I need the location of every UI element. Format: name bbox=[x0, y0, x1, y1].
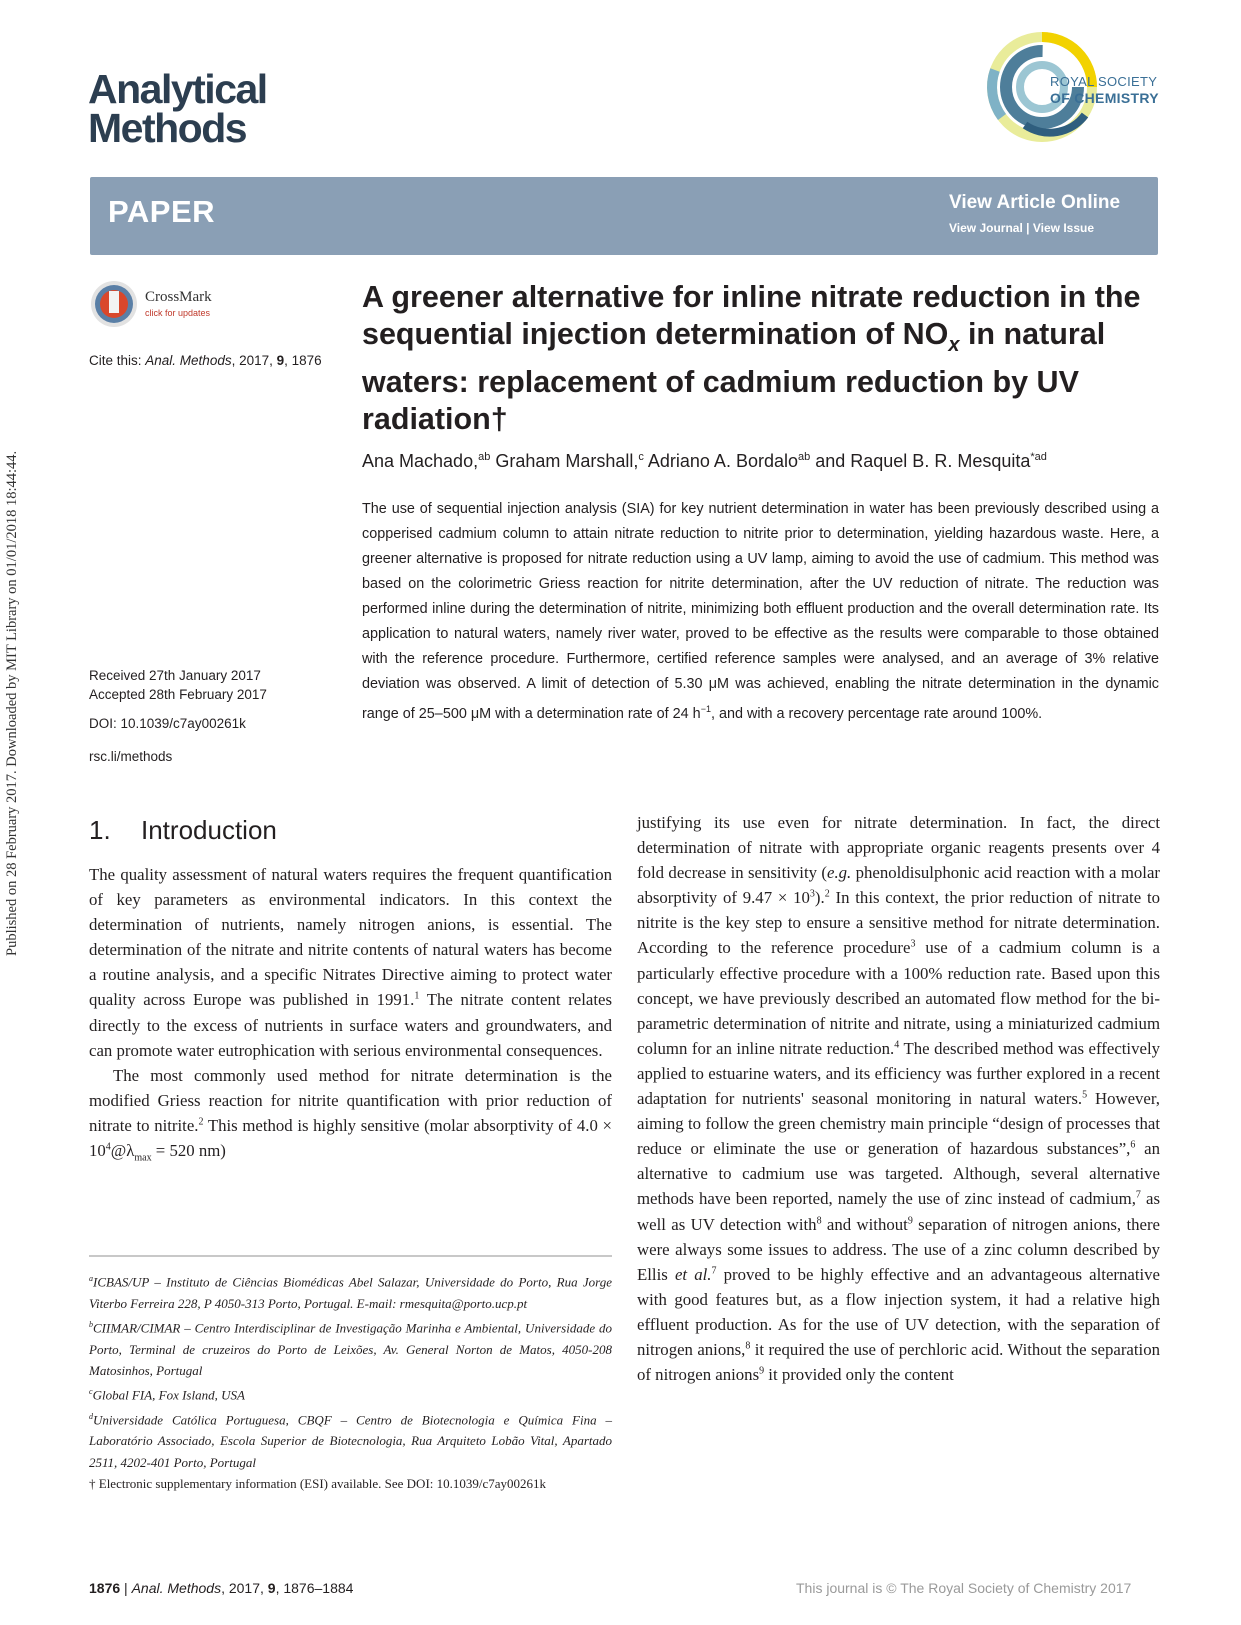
paragraph-text: an alternative to cadmium use was targeted. Although, several alternative methods have been reported, namely the use of zinc instead of cadmium, bbox=[637, 1139, 1160, 1209]
section-heading bbox=[89, 815, 277, 846]
reference-mark[interactable]: 7 bbox=[1135, 1189, 1141, 1201]
author-affiliation: *ad bbox=[1030, 451, 1047, 463]
abstract-text-end: , and with a recovery percentage rate around 100%. bbox=[710, 705, 1043, 722]
footnote-text: Universidade Católica Portuguesa, CBQF – Centro de Biotecnologia e Química Fina – Laboratório Associado, Escola Superior de Biotecnologia, Rua Arquiteto Lobão Vital, Apartado 2511, 4202-401 Porto, Portugal bbox=[89, 1412, 612, 1470]
paragraph-text: it required the use of perchloric acid. Without the separation of nitrogen anions bbox=[637, 1339, 1160, 1385]
paragraph-text: This method is highly sensitive (molar absorptivity of 4.0 × 10 bbox=[89, 1115, 612, 1161]
article-title bbox=[362, 279, 1162, 438]
exponent: 4 bbox=[105, 1141, 111, 1153]
citation bbox=[89, 353, 322, 368]
paragraph-text: use of a cadmium column is a particularly effective procedure with a 100% reduction rate. Based upon this concept, we have previously described an automated flow method for the bi-parametric determination of nitrite and nitrate, using a miniaturized cadmium column for an inline nitrate reduction. bbox=[637, 938, 1160, 1058]
reference-mark[interactable]: 8 bbox=[745, 1340, 751, 1352]
author-list bbox=[362, 451, 1047, 472]
cite-year: , 2017, bbox=[231, 353, 277, 368]
footnote-mark: b bbox=[89, 1319, 93, 1329]
footnote-text: Global FIA, Fox Island, USA bbox=[92, 1387, 245, 1403]
reference-mark[interactable]: 8 bbox=[816, 1214, 822, 1226]
footnote-mark: c bbox=[89, 1387, 93, 1397]
reference-mark[interactable]: 4 bbox=[894, 1039, 900, 1051]
paragraph bbox=[89, 1063, 612, 1171]
footnote-affiliation bbox=[89, 1381, 612, 1406]
paragraph-text: proved to be highly effective and an advantageous alternative with good features but, as a flow injection system, it had a relative high effluent production. As for the use of UV detection, with the separation of nitrogen anions, bbox=[637, 1264, 1160, 1359]
reference-mark[interactable]: 5 bbox=[1082, 1089, 1088, 1101]
italic-text: et al. bbox=[674, 1264, 712, 1284]
title-subscript: x bbox=[948, 334, 960, 357]
footnote-text: ICBAS/UP – Instituto de Ciências Biomédicas Abel Salazar, Universidade do Porto, Rua Jorge Viterbo Ferreira 228, P 4050-313 Porto, Portugal. E-mail: rmesquita@porto.ucp.pt bbox=[89, 1274, 612, 1311]
page-number: 1876 bbox=[89, 1580, 121, 1596]
cite-volume: 9 bbox=[276, 353, 285, 368]
reference-mark[interactable]: 3 bbox=[910, 938, 916, 950]
article-doi: DOI: 10.1039/c7ay00261k bbox=[89, 716, 246, 731]
crossmark-badge[interactable] bbox=[89, 279, 237, 331]
page-footer-citation bbox=[89, 1580, 353, 1596]
journal-short-link[interactable]: rsc.li/methods bbox=[89, 749, 173, 764]
cite-page: , 1876 bbox=[284, 353, 322, 368]
link-separator: | bbox=[1026, 221, 1030, 235]
title-part1: A greener alternative for inline nitrate reduction in the sequential injection determination of NO bbox=[362, 280, 1141, 351]
banner-links bbox=[949, 221, 1094, 235]
footnote-text: CIIMAR/CIMAR – Centro Interdisciplinar de Investigação Marinha e Ambiental, Universidade do Porto, Terminal de cruzeiros do Porto de Leixões, Av. General Norton de Matos, 4050-208 Matosinhos, Portugal bbox=[89, 1320, 612, 1378]
reference-mark[interactable]: 1 bbox=[414, 990, 420, 1002]
abstract-text: The use of sequential injection analysis (SIA) for key nutrient determination in water has been previously described using a copperised cadmium column to attain nitrate reduction to nitrite prior to determination, yielding hazardous waste. Here, a greener alternative is proposed for nitrate reduction using a UV lamp, aiming to avoid the use of cadmium. This method was based on the colorimetric Griess reaction for nitrite determination, after the UV reduction of nitrate. The reduction was performed inline during the determination of nitrite, minimizing both effluent production and the overall determination rate. Its application to natural waters, namely river water, proved to be effective as the results were comparable to those obtained with the reference procedure. Furthermore, certified reference samples were analysed, and an average of 3% relative deviation was observed. A limit of detection of 5.30 μM was achieved, enabling the nitrate determination in the dynamic range of 25–500 μM with a determination rate of 24 h bbox=[362, 501, 1159, 722]
paragraph-text: However, aiming to follow the green chemistry main principle “design of processes that reduce or eliminate the use or generation of hazardous substances”, bbox=[637, 1089, 1160, 1159]
paragraph-text: it provided only the content bbox=[764, 1365, 954, 1385]
crossmark-label: CrossMark bbox=[145, 289, 212, 305]
abstract-exponent: −1 bbox=[700, 704, 711, 714]
paragraph-text: phenoldisulphonic acid reaction with a molar absorptivity of 9.47 × 10 bbox=[637, 863, 1160, 908]
section-title: Introduction bbox=[141, 815, 277, 845]
paragraph-text: The described method was effectively applied to estuarine waters, and its efficiency was further explored in a recent adaptation for nutrients' seasonal monitoring in natural waters. bbox=[637, 1038, 1160, 1109]
exponent: 3 bbox=[809, 888, 815, 900]
author-name: Graham Marshall, bbox=[490, 451, 639, 471]
footer-volume: 9 bbox=[267, 1580, 276, 1596]
view-journal-link[interactable]: View Journal bbox=[949, 221, 1023, 235]
footnote-mark: a bbox=[89, 1274, 93, 1283]
publisher-line2: OF CHEMISTRY bbox=[1050, 90, 1159, 106]
paper-banner bbox=[90, 177, 1158, 255]
cite-journal: Anal. Methods bbox=[145, 353, 232, 368]
journal-title bbox=[88, 66, 267, 151]
paragraph-text: The most commonly used method for nitrate determination is the modified Griess reaction for nitrite quantification with prior reduction of nitrate to nitrite. bbox=[89, 1065, 612, 1135]
body-column-left bbox=[89, 862, 612, 1170]
reference-mark[interactable]: 6 bbox=[1130, 1139, 1136, 1151]
article-dates bbox=[89, 666, 267, 704]
abstract bbox=[362, 497, 1159, 727]
received-date: Received 27th January 2017 bbox=[89, 668, 261, 683]
paragraph bbox=[89, 862, 612, 1063]
publication-side-note: Published on 28 February 2017. Downloaded by MIT Library on 01/01/2018 18:44:44. bbox=[4, 450, 20, 956]
author-name: Adriano A. Bordalo bbox=[643, 451, 798, 471]
body-column-right bbox=[637, 810, 1160, 1387]
crossmark-sublabel: click for updates bbox=[145, 308, 211, 318]
section-number: 1. bbox=[89, 815, 111, 845]
italic-text: e.g. bbox=[827, 863, 852, 883]
footnote-esi: † Electronic supplementary information (ESI) available. See DOI: 10.1039/c7ay00261k bbox=[89, 1475, 547, 1491]
author-affiliation: ab bbox=[478, 451, 491, 463]
publisher-line1: ROYAL SOCIETY bbox=[1050, 74, 1158, 89]
reference-mark[interactable]: 9 bbox=[907, 1214, 913, 1226]
paragraph-text: as well as UV detection with bbox=[637, 1189, 1160, 1234]
subscript: max bbox=[134, 1152, 152, 1164]
paragraph-text: In this context, the prior reduction of nitrate to nitrite is the key step to ensure a sensitive method for nitrate determination. According to the reference procedure bbox=[637, 888, 1161, 958]
author-affiliation: ab bbox=[797, 451, 811, 463]
paragraph-text: The nitrate content relates directly to the excess of nutrients in surface waters and groundwaters, and can promote water eutrophication with serious environmental consequences. bbox=[89, 990, 612, 1060]
footer-year: , 2017, bbox=[221, 1580, 268, 1596]
footnote-affiliation bbox=[89, 1406, 612, 1473]
author-name: Ana Machado, bbox=[362, 451, 479, 471]
cite-prefix: Cite this: bbox=[89, 353, 146, 368]
journal-title-line1: Analytical bbox=[88, 66, 267, 112]
footer-pages: , 1876–1884 bbox=[275, 1580, 354, 1596]
reference-mark[interactable]: 2 bbox=[198, 1116, 204, 1128]
paragraph-text: ). bbox=[814, 888, 825, 908]
paragraph-text: justifying its use even for nitrate determination. In fact, the direct determination of nitrate with appropriate organic reagents presents over 4 fold decrease in sensitivity ( bbox=[637, 813, 1160, 883]
crossmark-icon bbox=[89, 279, 139, 329]
paragraph bbox=[637, 810, 1160, 1387]
copyright-notice: This journal is © The Royal Society of Chemistry 2017 bbox=[796, 1580, 1132, 1596]
journal-title-line2: Methods bbox=[88, 105, 247, 151]
footnote-divider bbox=[89, 1255, 612, 1257]
publisher-name bbox=[1050, 74, 1159, 106]
paragraph-text: The quality assessment of natural waters requires the frequent quantification of key parameters as environmental indicators. In this context the determination of nutrients, namely nitrogen anions, is essential. The determination of the nitrate and nitrite contents of natural waters has become a routine analysis, and a specific Nitrates Directive aiming to protect water quality across Europe was published in 1991. bbox=[89, 865, 612, 1010]
reference-mark[interactable]: 9 bbox=[759, 1365, 765, 1377]
footer-journal: Anal. Methods bbox=[131, 1580, 222, 1596]
accepted-date: Accepted 28th February 2017 bbox=[89, 687, 267, 702]
reference-mark[interactable]: 7 bbox=[711, 1265, 717, 1277]
footnote-mark: d bbox=[89, 1411, 93, 1421]
paragraph-text: and without bbox=[821, 1214, 908, 1234]
view-article-online-link[interactable]: View Article Online bbox=[949, 192, 1121, 213]
footer-separator: | bbox=[120, 1580, 132, 1596]
footnote-affiliation bbox=[89, 1314, 612, 1381]
author-name: and Raquel B. R. Mesquita bbox=[810, 451, 1031, 471]
paragraph-text: separation of nitrogen anions, there were always some issues to address. The use of a zinc column described by Ellis bbox=[637, 1214, 1161, 1284]
author-affiliation: c bbox=[638, 451, 644, 463]
view-issue-link[interactable]: View Issue bbox=[1032, 221, 1095, 235]
reference-mark[interactable]: 2 bbox=[824, 888, 830, 900]
article-type-label: PAPER bbox=[108, 194, 216, 229]
paragraph-text: @λ bbox=[110, 1141, 135, 1161]
footnotes bbox=[89, 1268, 612, 1494]
title-part2: in natural waters: replacement of cadmium reduction by UV radiation† bbox=[362, 317, 1106, 437]
paragraph-text: = 520 nm) bbox=[151, 1141, 226, 1161]
footnote-affiliation bbox=[89, 1268, 612, 1314]
